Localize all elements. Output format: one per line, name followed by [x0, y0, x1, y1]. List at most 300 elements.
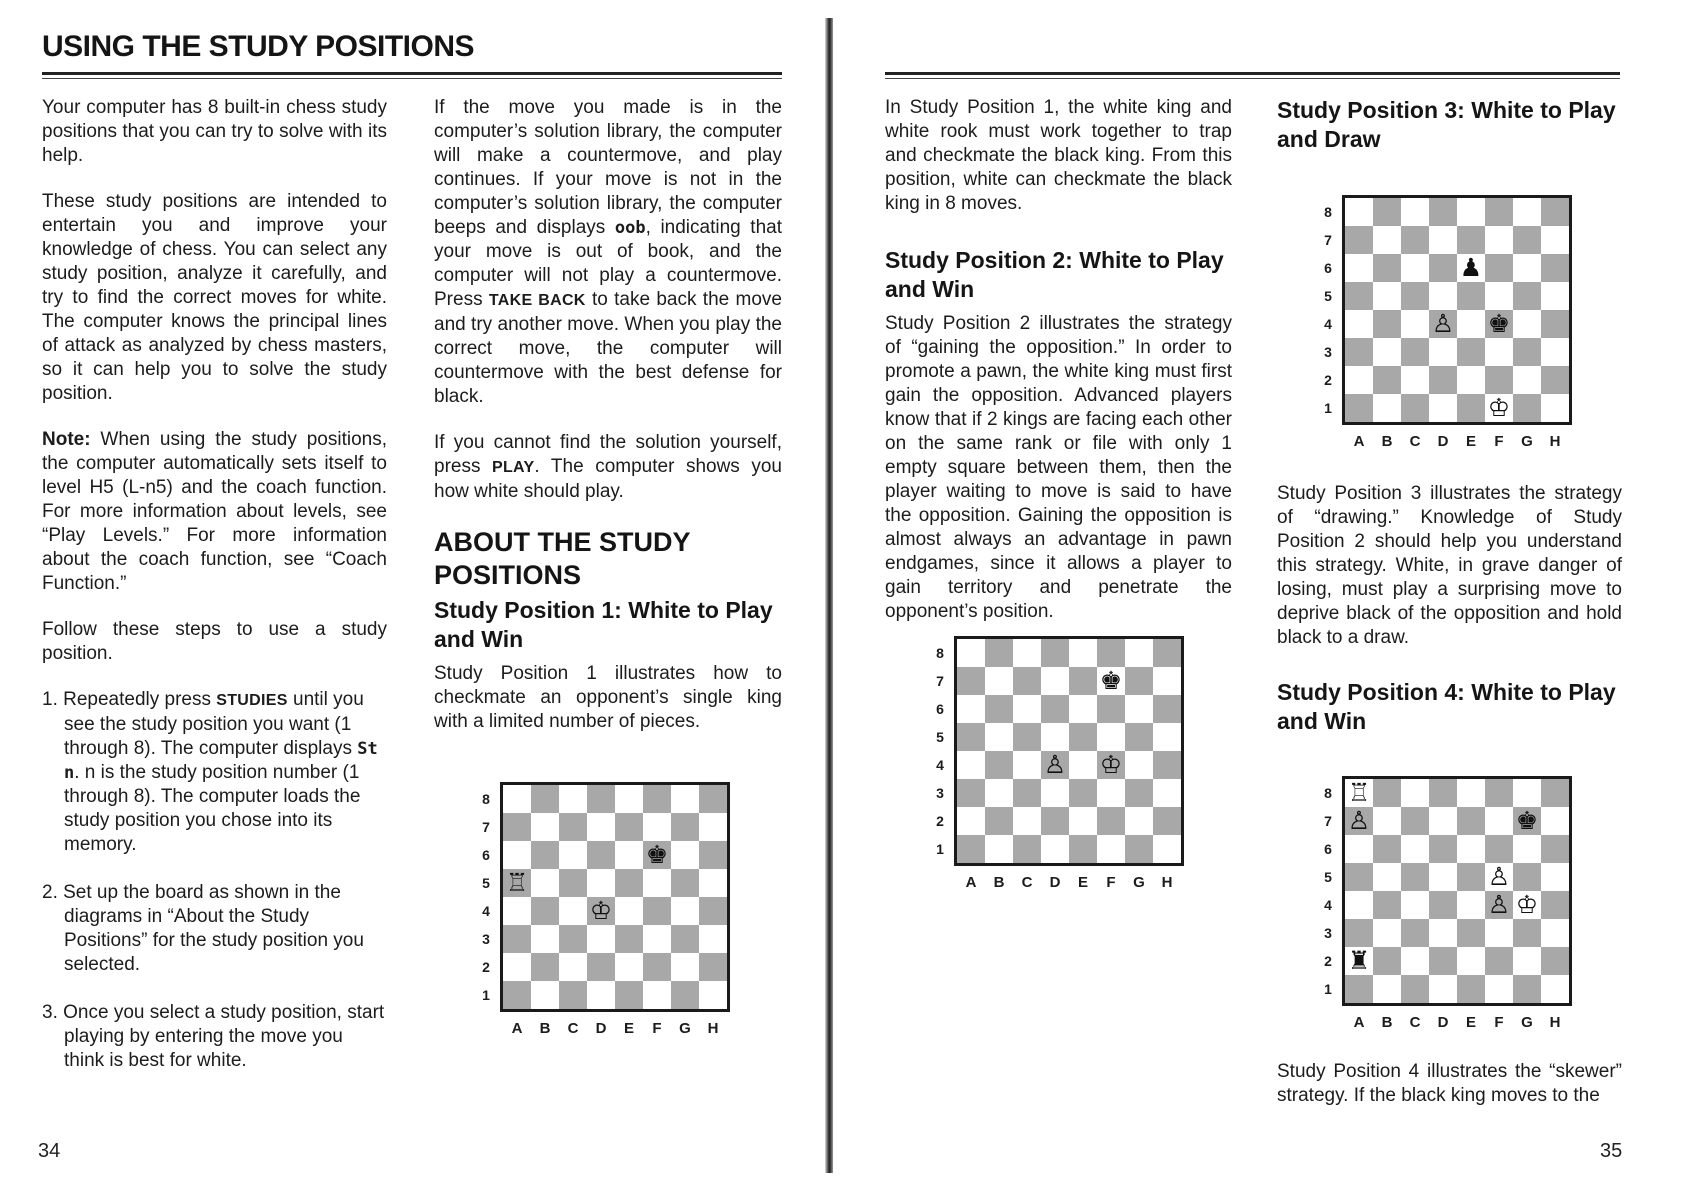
- rank-label: 1: [482, 987, 490, 1003]
- board-square: [1401, 254, 1429, 282]
- board-square: [957, 751, 985, 779]
- file-label: C: [1409, 433, 1421, 450]
- board-square: [1125, 779, 1153, 807]
- board-square: [1401, 338, 1429, 366]
- board-square: [699, 841, 727, 869]
- step1-text-b: until you see the study position you want (1 through 8). The computer displays: [64, 689, 364, 759]
- board-square: [1097, 639, 1125, 667]
- chess-piece-icon: ♔: [1099, 750, 1123, 779]
- board-square: [587, 981, 615, 1009]
- board-square: [1153, 695, 1181, 723]
- steps-list: [42, 688, 387, 1073]
- file-label: C: [1021, 874, 1033, 891]
- file-label: G: [1133, 874, 1145, 891]
- board-square: [615, 897, 643, 925]
- board-square: [1457, 975, 1485, 1003]
- chess-piece-icon: ♙: [1347, 806, 1371, 835]
- file-label: E: [1077, 874, 1088, 891]
- board-square: [1429, 975, 1457, 1003]
- board-square: [531, 925, 559, 953]
- rank-label: 8: [936, 645, 944, 661]
- file-label: E: [623, 1020, 634, 1037]
- board-square: [1457, 919, 1485, 947]
- board-square: [1097, 779, 1125, 807]
- board-square: [1373, 863, 1401, 891]
- file-label: A: [1353, 433, 1365, 450]
- sp2-text: Study Position 2 illustrates the strategy of “gaining the opposition.” In order to promote a pawn, the white king must first gain the opposition. Advanced players know that if 2 kings are facing each other on the same rank or file with only 1 empty square between them, then the player waiting to move is said to have the opposition. Gaining the opposition is almost always an advantage in pawn endgames, since it allows a player to gain territory and penetrate the opponent’s position.: [885, 313, 1232, 622]
- board-square: [1513, 835, 1541, 863]
- board-square: [1041, 779, 1069, 807]
- chess-piece-icon: ♔: [1515, 890, 1539, 919]
- board-square: [1401, 919, 1429, 947]
- board-square: [1485, 254, 1513, 282]
- board-square: [1401, 891, 1429, 919]
- board-square: [1345, 366, 1373, 394]
- chess-piece-icon: ♖: [1347, 778, 1371, 807]
- rank-label: 8: [482, 791, 490, 807]
- board-study-position-3: [1318, 195, 1578, 457]
- board-square: [1541, 282, 1569, 310]
- board-square: [1541, 254, 1569, 282]
- board-square: [1541, 863, 1569, 891]
- header-rule-right: [885, 72, 1620, 75]
- board-square: [1429, 366, 1457, 394]
- rank-label: 5: [1324, 869, 1332, 885]
- file-label: D: [1437, 433, 1449, 450]
- board-square: [1429, 282, 1457, 310]
- board-square: [1401, 366, 1429, 394]
- board-square: [1401, 779, 1429, 807]
- board-square: [1457, 366, 1485, 394]
- board-square: [985, 807, 1013, 835]
- board-square: [1345, 975, 1373, 1003]
- board-square: [503, 925, 531, 953]
- file-label: H: [1549, 1014, 1561, 1031]
- board-square: [559, 785, 587, 813]
- board-square: [1373, 807, 1401, 835]
- board-square: [643, 925, 671, 953]
- board-square: [531, 841, 559, 869]
- chess-piece-icon: ♙: [1431, 309, 1455, 338]
- board-square: [1541, 891, 1569, 919]
- page-number-right: 35: [1600, 1140, 1623, 1162]
- board-square: [531, 953, 559, 981]
- board-square: [1429, 863, 1457, 891]
- rank-label: 4: [482, 903, 490, 919]
- col2-text-b: , indicating that your move is out of book, and the computer will not play a countermove. Press: [434, 217, 782, 310]
- board-study-position-1: [476, 782, 736, 1044]
- board-square: [1457, 198, 1485, 226]
- file-label: D: [1437, 1014, 1449, 1031]
- board-square: [615, 785, 643, 813]
- board-square: [1373, 198, 1401, 226]
- board-square: [1457, 310, 1485, 338]
- rank-label: 1: [1324, 981, 1332, 997]
- intro-paragraph: Your computer has 8 built-in chess study positions that you can try to solve with its help.: [42, 97, 387, 166]
- about-heading: ABOUT THE STUDY POSITIONS: [434, 527, 691, 590]
- rank-label: 7: [1324, 232, 1332, 248]
- board-square: [1457, 779, 1485, 807]
- board-square: [1345, 394, 1373, 422]
- board-square: [1069, 723, 1097, 751]
- board-square: [699, 785, 727, 813]
- board-square: [615, 869, 643, 897]
- board-square: [1513, 919, 1541, 947]
- board-square: [1485, 835, 1513, 863]
- file-label: F: [1494, 433, 1504, 450]
- board-square: [1069, 695, 1097, 723]
- file-label: G: [679, 1020, 691, 1037]
- board-square: [671, 813, 699, 841]
- rank-label: 7: [936, 673, 944, 689]
- rank-label: 6: [1324, 841, 1332, 857]
- file-label: E: [1465, 1014, 1476, 1031]
- sp1-continuation: In Study Position 1, the white king and white rook must work together to trap and checkmate the black king. From this position, white can checkmate the black king in 8 moves.: [885, 97, 1232, 214]
- rank-label: 6: [482, 847, 490, 863]
- board-square: [957, 667, 985, 695]
- board-square: [1097, 695, 1125, 723]
- rank-label: 2: [482, 959, 490, 975]
- board-square: [559, 925, 587, 953]
- chess-piece-icon: ♔: [589, 896, 613, 925]
- board-square: [1513, 863, 1541, 891]
- board-square: [1513, 779, 1541, 807]
- board-square: [1041, 807, 1069, 835]
- board-square: [1153, 751, 1181, 779]
- board-square: [699, 925, 727, 953]
- col2-text-c: to take back the move and try another move. When you play the correct move, the computer will countermove with the best defense for black.: [434, 289, 782, 407]
- board-square: [1373, 226, 1401, 254]
- board-square: [503, 841, 531, 869]
- board-square: [615, 925, 643, 953]
- board-square: [1069, 667, 1097, 695]
- board-square: [1069, 639, 1097, 667]
- board-square: [671, 785, 699, 813]
- board-square: [671, 981, 699, 1009]
- file-label: B: [993, 874, 1005, 891]
- board-square: [1429, 779, 1457, 807]
- board-square: [699, 869, 727, 897]
- step1-text-c: . n is the study position number (1 through 8). The computer loads the study position you chose into its memory.: [64, 762, 361, 855]
- sp4-text-block: [1277, 1060, 1622, 1108]
- chess-piece-icon: ♚: [645, 840, 669, 869]
- board-square: [1457, 835, 1485, 863]
- rank-label: 8: [1324, 785, 1332, 801]
- board-square: [1013, 639, 1041, 667]
- page-number-left: 34: [38, 1140, 61, 1162]
- purpose-paragraph: These study positions are intended to entertain you and improve your knowledge of chess. You can select any study position, analyze it carefully, and try to find the correct moves for white. The computer knows the principal lines of attack as analyzed by chess masters, so it can help you to solve the study position.: [42, 191, 387, 404]
- chess-board: [1342, 776, 1572, 1006]
- board-square: [1153, 807, 1181, 835]
- board-square: [1041, 639, 1069, 667]
- board-square: [1013, 695, 1041, 723]
- file-label: B: [539, 1020, 551, 1037]
- board-square: [1457, 891, 1485, 919]
- board-square: [531, 813, 559, 841]
- board-square: [1429, 919, 1457, 947]
- board-square: [957, 779, 985, 807]
- board-square: [1513, 394, 1541, 422]
- rank-label: 1: [1324, 400, 1332, 416]
- board-square: [1513, 310, 1541, 338]
- board-square: [1457, 394, 1485, 422]
- lcd-oob: oob: [614, 218, 646, 238]
- chess-piece-icon: ♟: [1459, 253, 1483, 282]
- file-label: B: [1381, 1014, 1393, 1031]
- board-square: [1429, 835, 1457, 863]
- board-square: [1153, 723, 1181, 751]
- sp2-heading: Study Position 2: White to Play and Win: [885, 247, 1224, 302]
- board-square: [1125, 835, 1153, 863]
- rank-label: 5: [936, 729, 944, 745]
- board-square: [503, 813, 531, 841]
- board-square: [671, 841, 699, 869]
- rank-label: 6: [936, 701, 944, 717]
- board-square: [1457, 338, 1485, 366]
- board-square: [1345, 226, 1373, 254]
- rank-label: 3: [936, 785, 944, 801]
- board-square: [957, 723, 985, 751]
- board-square: [1041, 835, 1069, 863]
- board-square: [503, 785, 531, 813]
- board-square: [1373, 779, 1401, 807]
- board-square: [1485, 226, 1513, 254]
- board-square: [643, 897, 671, 925]
- board-square: [985, 835, 1013, 863]
- board-square: [1485, 779, 1513, 807]
- board-square: [615, 841, 643, 869]
- board-square: [1125, 695, 1153, 723]
- board-square: [1485, 975, 1513, 1003]
- board-square: [957, 835, 985, 863]
- board-square: [1513, 975, 1541, 1003]
- board-square: [1373, 366, 1401, 394]
- rank-label: 2: [1324, 953, 1332, 969]
- board-square: [1345, 310, 1373, 338]
- board-square: [1429, 226, 1457, 254]
- board-square: [1373, 919, 1401, 947]
- board-square: [531, 981, 559, 1009]
- board-square: [1485, 338, 1513, 366]
- board-square: [1541, 807, 1569, 835]
- board-square: [1401, 394, 1429, 422]
- rank-label: 6: [1324, 260, 1332, 276]
- board-square: [1429, 807, 1457, 835]
- file-label: G: [1521, 1014, 1533, 1031]
- board-square: [1373, 254, 1401, 282]
- board-square: [1125, 667, 1153, 695]
- file-label: F: [652, 1020, 662, 1037]
- board-square: [1373, 338, 1401, 366]
- board-square: [1069, 807, 1097, 835]
- board-square: [1125, 723, 1153, 751]
- list-item: 2. Set up the board as shown in the diagrams in “About the Study Positions” for the study position you selected.: [42, 882, 364, 975]
- rank-label: 5: [482, 875, 490, 891]
- board-square: [615, 813, 643, 841]
- chess-piece-icon: ♙: [1487, 890, 1511, 919]
- board-square: [1125, 639, 1153, 667]
- sp1-heading: Study Position 1: White to Play and Win: [434, 597, 773, 652]
- sp3-text: Study Position 3 illustrates the strategy of “drawing.” Knowledge of Study Position 2 should help you understand this strategy. White, in grave danger of losing, must play a surprising move to deprive black of the opposition and hold black to a draw.: [1277, 483, 1622, 648]
- note-paragraph: [42, 428, 387, 596]
- board-square: [1069, 835, 1097, 863]
- board-square: [1373, 394, 1401, 422]
- board-square: [587, 813, 615, 841]
- file-label: B: [1381, 433, 1393, 450]
- board-square: [1457, 947, 1485, 975]
- board-square: [559, 813, 587, 841]
- board-square: [1457, 282, 1485, 310]
- board-square: [1097, 723, 1125, 751]
- file-label: H: [707, 1020, 719, 1037]
- board-square: [1373, 282, 1401, 310]
- sp4-heading: Study Position 4: White to Play and Win: [1277, 679, 1616, 734]
- board-square: [1401, 835, 1429, 863]
- book-gutter: [825, 18, 833, 1173]
- board-square: [1013, 779, 1041, 807]
- rank-label: 4: [936, 757, 944, 773]
- studies-key: STUDIES: [216, 692, 288, 709]
- list-item: [42, 688, 387, 857]
- sp1-text: Study Position 1 illustrates how to checkmate an opponent’s single king with a limited number of pieces.: [434, 663, 782, 732]
- board-square: [1485, 947, 1513, 975]
- board-square: [1541, 338, 1569, 366]
- rank-label: 1: [936, 841, 944, 857]
- board-square: [985, 667, 1013, 695]
- rank-label: 4: [1324, 897, 1332, 913]
- board-square: [1373, 947, 1401, 975]
- board-square: [1345, 919, 1373, 947]
- header-rule-left: [42, 72, 782, 75]
- board-square: [1041, 695, 1069, 723]
- board-square: [671, 869, 699, 897]
- board-square: [1429, 947, 1457, 975]
- col2-p2-text-a: If you cannot find the solution yourself, press: [434, 432, 782, 477]
- board-square: [1513, 254, 1541, 282]
- board-square: [1429, 338, 1457, 366]
- board-square: [1345, 863, 1373, 891]
- file-label: E: [1465, 433, 1476, 450]
- board-square: [1041, 667, 1069, 695]
- board-square: [1013, 807, 1041, 835]
- note-text: When using the study positions, the computer automatically sets itself to level H5 (L-n5) and the coach function. For more information about levels, see “Play Levels.” For more information about the coach function, see “Coach Function.”: [42, 429, 387, 594]
- board-square: [1401, 282, 1429, 310]
- board-square: [1153, 779, 1181, 807]
- board-square: [1457, 863, 1485, 891]
- board-square: [1013, 667, 1041, 695]
- chess-piece-icon: ♙: [1043, 750, 1067, 779]
- board-square: [985, 779, 1013, 807]
- board-square: [1013, 835, 1041, 863]
- board-square: [1513, 338, 1541, 366]
- board-square: [587, 925, 615, 953]
- header-rule-left-thin: [42, 78, 782, 79]
- board-square: [985, 723, 1013, 751]
- chess-piece-icon: ♜: [1347, 946, 1371, 975]
- board-square: [559, 869, 587, 897]
- board-square: [699, 813, 727, 841]
- file-label: D: [595, 1020, 607, 1037]
- board-square: [1013, 751, 1041, 779]
- board-study-position-2: [930, 636, 1190, 898]
- board-square: [671, 897, 699, 925]
- board-square: [643, 953, 671, 981]
- chess-piece-icon: ♖: [505, 868, 529, 897]
- board-square: [1429, 198, 1457, 226]
- board-square: [615, 953, 643, 981]
- board-square: [1125, 751, 1153, 779]
- board-square: [985, 639, 1013, 667]
- chess-piece-icon: ♚: [1515, 806, 1539, 835]
- board-square: [1541, 394, 1569, 422]
- rank-label: 7: [482, 819, 490, 835]
- board-square: [1401, 310, 1429, 338]
- file-label: D: [1049, 874, 1061, 891]
- board-square: [1429, 254, 1457, 282]
- board-square: [1345, 254, 1373, 282]
- board-square: [1345, 198, 1373, 226]
- board-square: [531, 869, 559, 897]
- board-square: [985, 695, 1013, 723]
- board-square: [1041, 723, 1069, 751]
- board-square: [671, 953, 699, 981]
- board-square: [503, 897, 531, 925]
- board-square: [643, 813, 671, 841]
- board-square: [957, 639, 985, 667]
- board-square: [1541, 919, 1569, 947]
- board-square: [1513, 282, 1541, 310]
- board-square: [1345, 835, 1373, 863]
- board-square: [1485, 366, 1513, 394]
- board-square: [699, 981, 727, 1009]
- board-square: [1345, 891, 1373, 919]
- board-square: [643, 785, 671, 813]
- file-label: A: [1353, 1014, 1365, 1031]
- board-square: [1541, 226, 1569, 254]
- note-label: Note:: [42, 429, 91, 450]
- play-paragraph: [434, 431, 782, 504]
- rank-label: 8: [1324, 204, 1332, 220]
- board-square: [587, 785, 615, 813]
- board-square: [1401, 226, 1429, 254]
- board-square: [957, 695, 985, 723]
- chess-board: [500, 782, 730, 1012]
- board-square: [1457, 226, 1485, 254]
- board-square: [1429, 891, 1457, 919]
- board-square: [1541, 947, 1569, 975]
- board-square: [1513, 947, 1541, 975]
- left-column-1: [42, 96, 387, 1097]
- board-square: [559, 953, 587, 981]
- board-square: [1401, 807, 1429, 835]
- file-label: C: [1409, 1014, 1421, 1031]
- board-square: [587, 869, 615, 897]
- file-label: H: [1161, 874, 1173, 891]
- board-square: [1513, 366, 1541, 394]
- col2-text-a: If the move you made is in the computer’s solution library, the computer will make a countermove, and play continues. If your move is not in the computer’s solution library, the computer beeps and displays: [434, 97, 782, 238]
- board-square: [1153, 835, 1181, 863]
- board-square: [1457, 807, 1485, 835]
- board-square: [1485, 282, 1513, 310]
- take-back-key: TAKE BACK: [488, 292, 586, 309]
- board-square: [671, 925, 699, 953]
- file-label: A: [965, 874, 977, 891]
- board-square: [615, 981, 643, 1009]
- board-square: [1541, 198, 1569, 226]
- board-square: [1069, 779, 1097, 807]
- sp3-text-block: [1277, 482, 1622, 744]
- chess-piece-icon: ♚: [1487, 309, 1511, 338]
